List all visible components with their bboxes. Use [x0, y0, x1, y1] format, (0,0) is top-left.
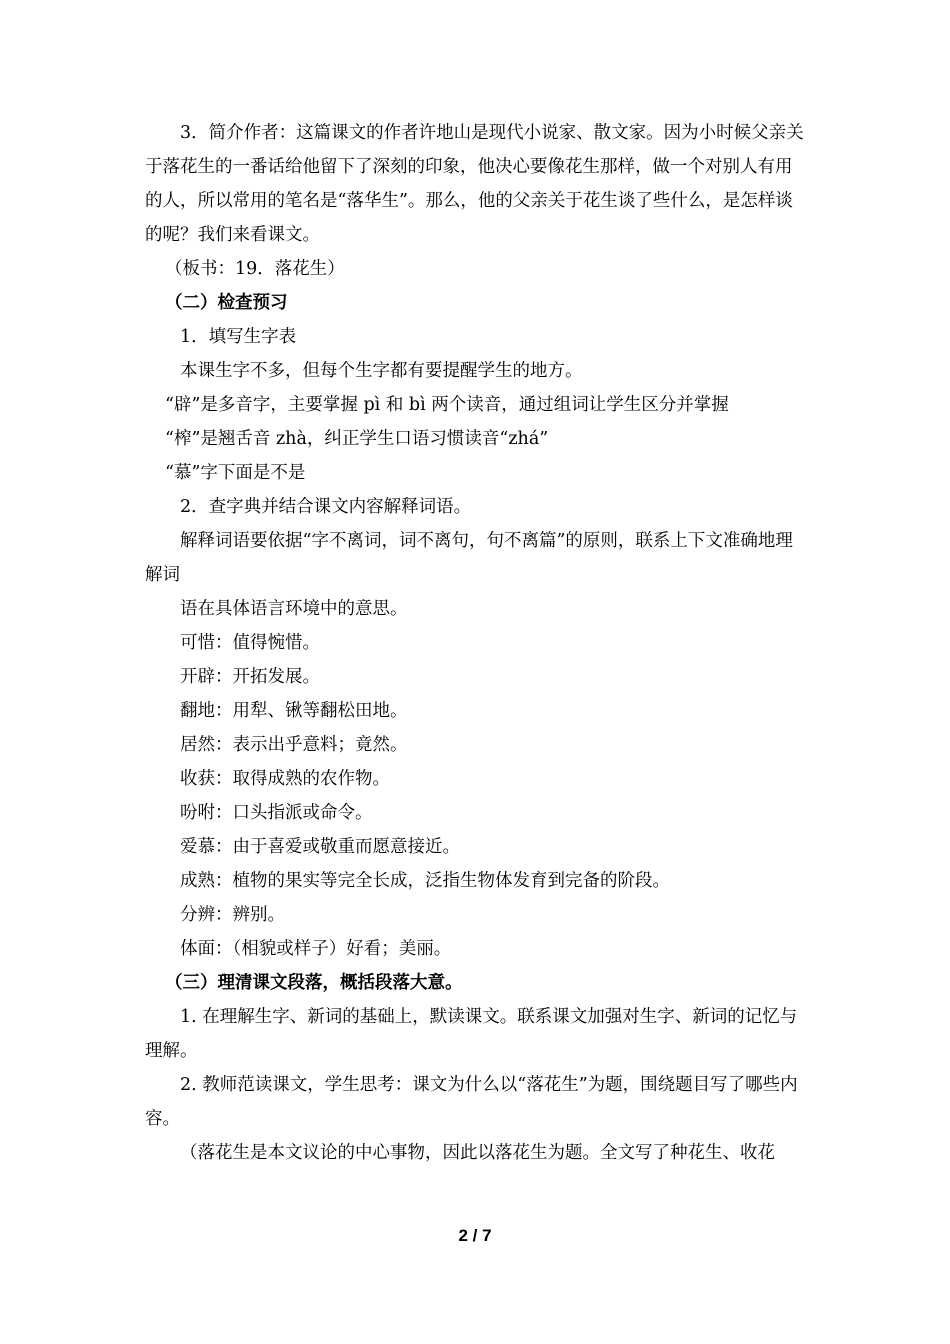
section-heading-paragraph-structure: （三）理清课文段落，概括段落大意。: [165, 973, 463, 993]
definition-aimu: 爱慕：由于喜爱或敬重而愿意接近。: [180, 837, 460, 857]
definition-timian: 体面：（相貌或样子）好看；美丽。: [180, 939, 452, 959]
document-body: [145, 116, 805, 1170]
definition-chengshu: 成熟：植物的果实等完全长成，泛指生物体发育到完备的阶段。: [180, 871, 670, 891]
paragraph-silent-reading: 1. 在理解生字、新词的基础上，默读课文。联系课文加强对生字、新词的记忆与理解。: [145, 1007, 798, 1061]
section-heading-preview-check: （二）检查预习: [165, 293, 288, 313]
paragraph-author-intro: 3．简介作者：这篇课文的作者许地山是现代小说家、散文家。因为小时候父亲关于落花生的一番话给他留下了深刻的印象，他决心要像花生那样，做一个对别人有用的人，所以常用的笔名是“落华生”。那么，他的父亲关于花生谈了些什么，是怎样谈的呢？我们来看课文。: [145, 123, 804, 245]
paragraph-teacher-reading: 2. 教师范读课文，学生思考：课文为什么以“落花生”为题，围绕题目写了哪些内容。: [145, 1075, 798, 1129]
definition-kexi: 可惜：值得惋惜。: [180, 633, 320, 653]
paragraph-dictionary-task: 2．查字典并结合课文内容解释词语。: [180, 497, 472, 517]
definition-juran: 居然：表示出乎意料；竟然。: [180, 735, 408, 755]
paragraph-blackboard-note: （板书：19．落花生）: [165, 259, 345, 279]
paragraph-fill-character-table: 1．填写生字表: [180, 327, 297, 347]
paragraph-title-explanation: （落花生是本文议论的中心事物，因此以落花生为题。全文写了种花生、收花: [180, 1143, 775, 1163]
definition-fenbian: 分辨：辨别。: [180, 905, 285, 925]
paragraph-new-characters-note: 本课生字不多，但每个生字都有要提醒学生的地方。: [180, 361, 583, 381]
paragraph-pi-character: “辟”是多音字，主要掌握 pì 和 bì 两个读音，通过组词让学生区分并掌握: [165, 395, 729, 415]
definition-kaipi: 开辟：开拓发展。: [180, 667, 320, 687]
definition-shouhuo: 收获：取得成熟的农作物。: [180, 769, 390, 789]
paragraph-zha-character: “榨”是翘舌音 zhà，纠正学生口语习惯读音“zhá”: [165, 429, 549, 449]
paragraph-word-principle-cont: 语在具体语言环境中的意思。: [180, 599, 408, 619]
page-number: 2 / 7: [458, 1226, 492, 1245]
definition-fenfu: 吩咐：口头指派或命令。: [180, 803, 373, 823]
paragraph-word-principle: 解释词语要依据“字不离词，词不离句，句不离篇”的原则，联系上下文准确地理解词: [145, 531, 793, 585]
definition-fandi: 翻地：用犁、锹等翻松田地。: [180, 701, 408, 721]
paragraph-mu-character: “慕”字下面是不是: [165, 463, 306, 483]
